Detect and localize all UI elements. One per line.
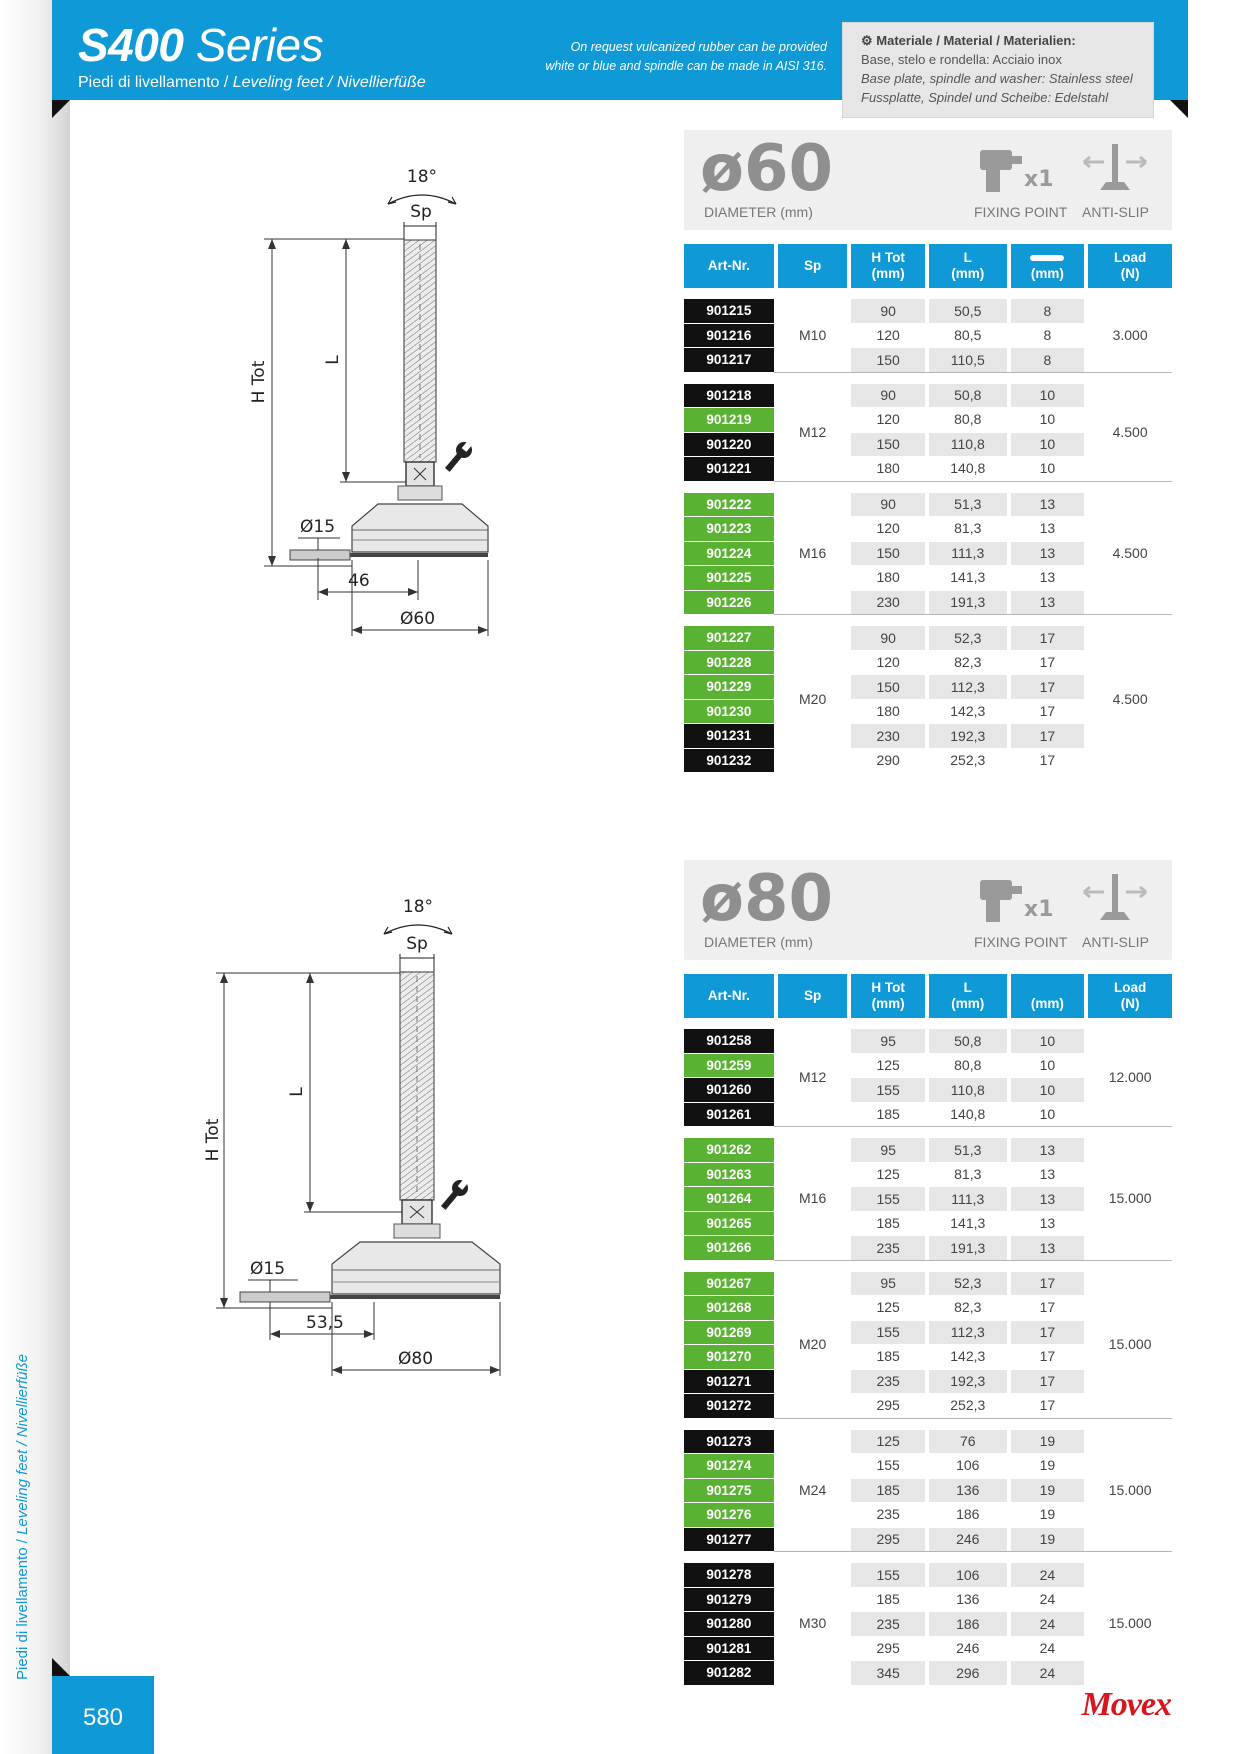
diameter-value: ø60 bbox=[700, 132, 834, 206]
table-row: 901218 M12 90 50,8 10 4.500 bbox=[684, 383, 1172, 408]
col-wrench: (mm) bbox=[1011, 974, 1085, 1018]
technical-drawing-d80 bbox=[203, 890, 520, 1390]
table-row: 901265 185 141,3 13 bbox=[684, 1211, 1172, 1236]
anti-slip-icon bbox=[1080, 870, 1150, 930]
table-row: 901231 230 192,3 17 bbox=[684, 723, 1172, 748]
table-row: 901268 125 82,3 17 bbox=[684, 1295, 1172, 1320]
table-row: 901217 150 110,5 8 bbox=[684, 347, 1172, 372]
diameter-caption: DIAMETER (mm) bbox=[704, 204, 813, 220]
table-row: 901277 295 246 19 bbox=[684, 1527, 1172, 1552]
page-number: 580 bbox=[82, 1704, 124, 1731]
table-row: 901258 M12 95 50,8 10 12.000 bbox=[684, 1028, 1172, 1053]
drill-icon bbox=[976, 870, 1056, 930]
table-row: 901230 180 142,3 17 bbox=[684, 699, 1172, 724]
material-box: ⚙ Materiale / Material / Materialien: Base, stelo e rondella: Acciaio inox Base plate, spindle and washer: Stainless steel Fussplatte, Spindel und Scheibe: Edelstahl bbox=[842, 22, 1154, 118]
wrench-icon bbox=[437, 1175, 472, 1213]
anti-slip-icon bbox=[1080, 140, 1150, 200]
table-row: 901278 M30 155 106 24 15.000 bbox=[684, 1562, 1172, 1587]
brand-logo: Movex bbox=[1081, 1686, 1171, 1723]
wrench-icon bbox=[1030, 255, 1064, 261]
hole-offset-label: 53,5 bbox=[306, 1313, 344, 1333]
l-label: L bbox=[287, 1087, 307, 1097]
h-tot-label: H Tot bbox=[203, 1118, 223, 1162]
table-row: 901276 235 186 19 bbox=[684, 1502, 1172, 1527]
col-wrench: (mm) bbox=[1011, 244, 1085, 288]
col-art-nr: Art-Nr. bbox=[684, 244, 774, 288]
hole-diameter-label: Ø15 bbox=[250, 1259, 286, 1279]
hole-offset-label: 46 bbox=[348, 571, 370, 591]
table-row: 901282 345 296 24 bbox=[684, 1660, 1172, 1685]
table-row: 901279 185 136 24 bbox=[684, 1587, 1172, 1612]
fixing-count: x1 bbox=[1024, 167, 1054, 192]
col-htot: H Tot (mm) bbox=[851, 974, 925, 1018]
table-row: 901273 M24 125 76 19 15.000 bbox=[684, 1429, 1172, 1454]
diameter-caption: DIAMETER (mm) bbox=[704, 934, 813, 950]
table-row: 901263 125 81,3 13 bbox=[684, 1162, 1172, 1187]
fixing-point-caption: FIXING POINT bbox=[974, 934, 1068, 950]
table-row: 901216 120 80,5 8 bbox=[684, 323, 1172, 348]
technical-drawing-d60 bbox=[230, 160, 510, 650]
table-row: 901262 M16 95 51,3 13 15.000 bbox=[684, 1137, 1172, 1162]
table-row: 901269 155 112,3 17 bbox=[684, 1320, 1172, 1345]
table-row: 901226 230 191,3 13 bbox=[684, 590, 1172, 615]
spindle-size-label: Sp bbox=[406, 934, 428, 954]
table-row: 901271 235 192,3 17 bbox=[684, 1369, 1172, 1394]
table-row: 901267 M20 95 52,3 17 15.000 bbox=[684, 1271, 1172, 1296]
col-load: Load (N) bbox=[1088, 244, 1172, 288]
table-row: 901281 295 246 24 bbox=[684, 1636, 1172, 1661]
hole-diameter-label: Ø15 bbox=[300, 517, 336, 537]
page-edge-shade bbox=[0, 0, 70, 1754]
base-diameter-label: Ø80 bbox=[398, 1349, 434, 1369]
table-row: 901280 235 186 24 bbox=[684, 1611, 1172, 1636]
col-load: Load (N) bbox=[1088, 974, 1172, 1018]
diameter-panel bbox=[684, 130, 1172, 230]
tilt-angle-label: 18° bbox=[406, 167, 438, 187]
series-title: S400 Series bbox=[78, 19, 324, 71]
material-icon: ⚙ bbox=[861, 33, 877, 48]
table-row: 901228 120 82,3 17 bbox=[684, 650, 1172, 675]
table-row: 901220 150 110,8 10 bbox=[684, 432, 1172, 457]
drill-icon bbox=[976, 140, 1056, 200]
section-diameter-60 bbox=[684, 130, 1172, 772]
table-row: 901266 235 191,3 13 bbox=[684, 1235, 1172, 1260]
table-row: 901260 155 110,8 10 bbox=[684, 1077, 1172, 1102]
table-row: 901224 150 111,3 13 bbox=[684, 541, 1172, 566]
anti-slip-caption: ANTI-SLIP bbox=[1082, 934, 1149, 950]
fixing-point-caption: FIXING POINT bbox=[974, 204, 1068, 220]
table-row: 901219 120 80,8 10 bbox=[684, 407, 1172, 432]
table-row: 901272 295 252,3 17 bbox=[684, 1393, 1172, 1418]
table-row: 901215 M10 90 50,5 8 3.000 bbox=[684, 298, 1172, 323]
table-row: 901264 155 111,3 13 bbox=[684, 1186, 1172, 1211]
table-row: 901221 180 140,8 10 bbox=[684, 456, 1172, 481]
request-note: On request vulcanized rubber can be provided white or blue and spindle can be made in AISI 316. bbox=[545, 40, 827, 73]
col-l: L (mm) bbox=[929, 974, 1007, 1018]
page-tab-corner bbox=[52, 1658, 70, 1676]
diameter-panel bbox=[684, 860, 1172, 960]
table-row: 901232 290 252,3 17 bbox=[684, 748, 1172, 773]
anti-slip-caption: ANTI-SLIP bbox=[1082, 204, 1149, 220]
section-diameter-80 bbox=[684, 860, 1172, 1685]
fixing-count: x1 bbox=[1024, 897, 1054, 922]
table-row: 901275 185 136 19 bbox=[684, 1478, 1172, 1503]
table-row: 901225 180 141,3 13 bbox=[684, 565, 1172, 590]
col-art-nr: Art-Nr. bbox=[684, 974, 774, 1018]
table-row: 901229 150 112,3 17 bbox=[684, 674, 1172, 699]
header-corner-right bbox=[1170, 100, 1188, 118]
table-row: 901227 M20 90 52,3 17 4.500 bbox=[684, 625, 1172, 650]
table-row: 901274 155 106 19 bbox=[684, 1453, 1172, 1478]
table-row: 901222 M16 90 51,3 13 4.500 bbox=[684, 492, 1172, 517]
col-l: L (mm) bbox=[929, 244, 1007, 288]
header-corner-left bbox=[52, 100, 70, 118]
diameter-value: ø80 bbox=[700, 862, 834, 936]
tilt-angle-label: 18° bbox=[402, 897, 434, 917]
h-tot-label: H Tot bbox=[249, 360, 269, 404]
side-category-text: Piedi di livellamento / Leveling feet / Nivellierfüße bbox=[14, 1353, 31, 1680]
col-htot: H Tot (mm) bbox=[851, 244, 925, 288]
page-subtitle: Piedi di livellamento / Leveling feet / Nivellierfüße bbox=[78, 74, 426, 91]
table-row: 901259 125 80,8 10 bbox=[684, 1053, 1172, 1078]
wrench-icon bbox=[441, 437, 476, 475]
spec-table bbox=[684, 974, 1172, 1685]
col-sp: Sp bbox=[778, 974, 847, 1018]
l-label: L bbox=[323, 355, 343, 365]
table-row: 901223 120 81,3 13 bbox=[684, 516, 1172, 541]
table-row: 901261 185 140,8 10 bbox=[684, 1102, 1172, 1127]
base-diameter-label: Ø60 bbox=[400, 609, 436, 629]
col-sp: Sp bbox=[778, 244, 847, 288]
spindle-size-label: Sp bbox=[410, 202, 432, 222]
table-row: 901270 185 142,3 17 bbox=[684, 1344, 1172, 1369]
spec-table bbox=[684, 244, 1172, 772]
